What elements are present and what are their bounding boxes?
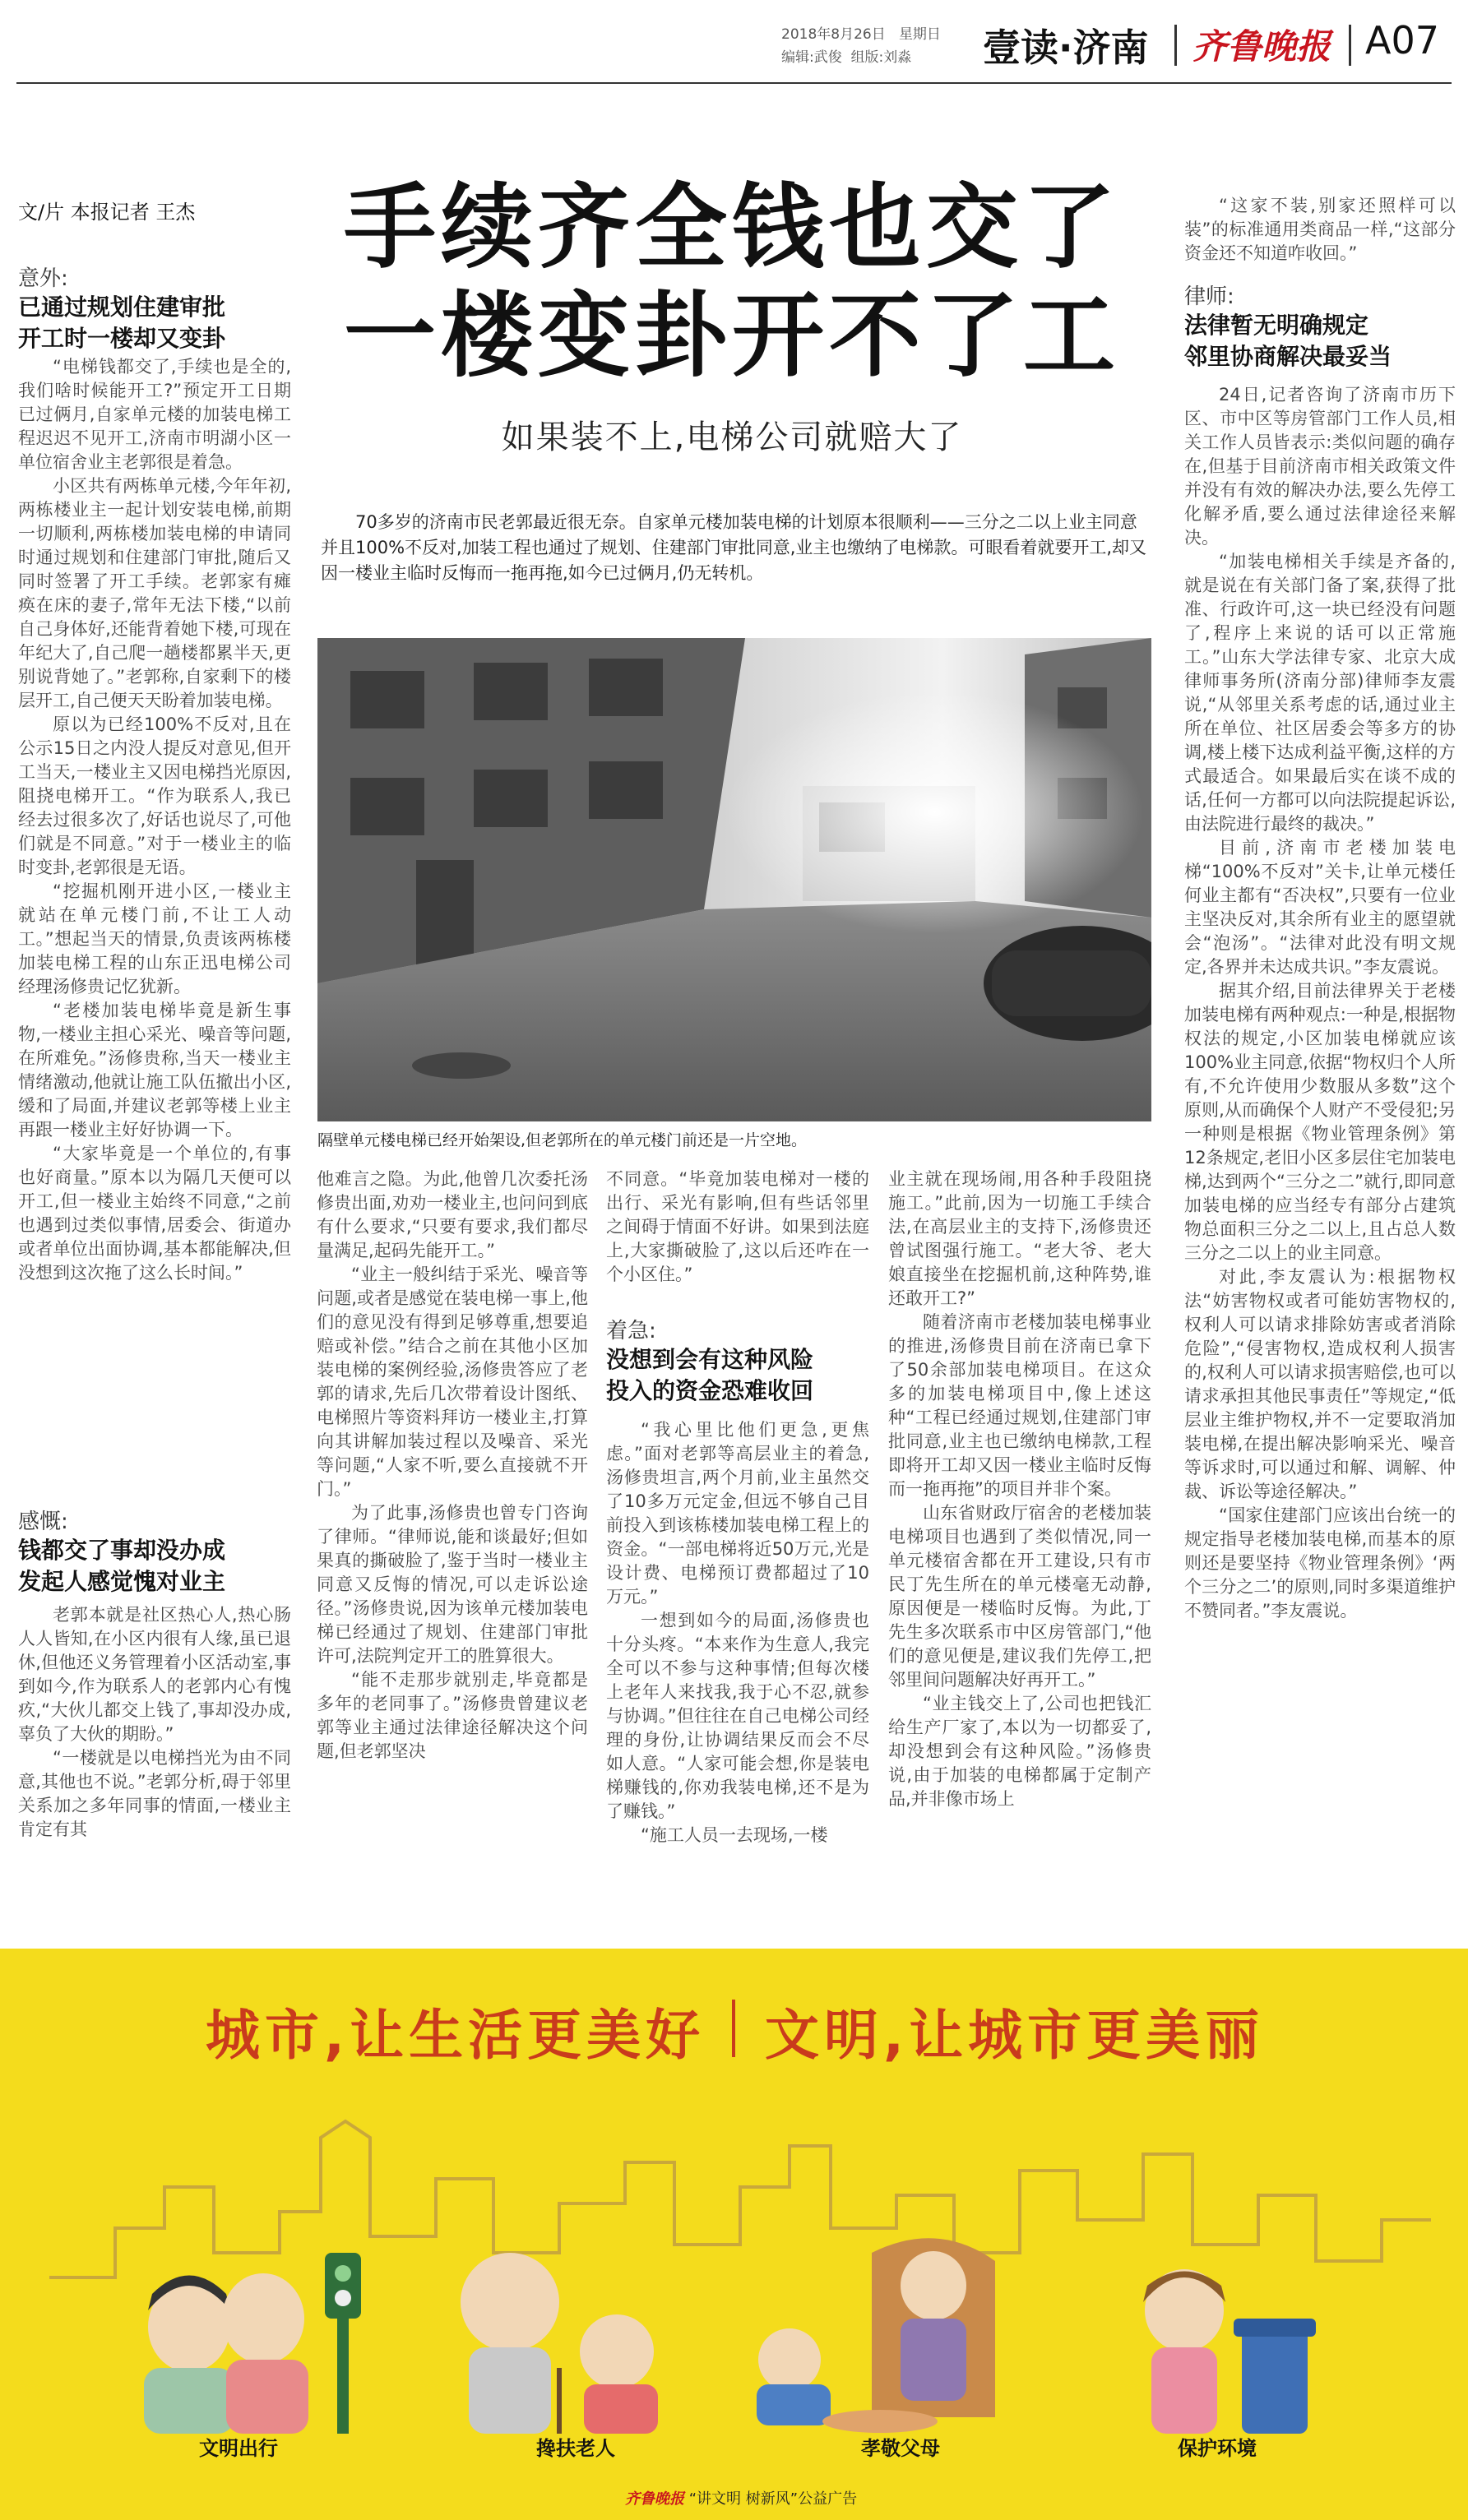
masthead-rule [16, 82, 1452, 84]
psa-city-illustration [49, 2088, 1431, 2434]
psa-title-2: 文明,让城市更美丽 [765, 2004, 1265, 2067]
masthead-layout: 组版:刘淼 [850, 49, 912, 66]
paragraph: 随着济南市老楼加装电梯事业的推进,汤修贵目前在济南已拿下了50余部加装电梯项目。在这众多的加装电梯项目中,像上述这种“工程已经通过规划,住建部门审批同意,业主也已缴纳电梯款,工程即将开工却又因一楼业主临时反悔而一拖再拖”的项目并非个案。 [888, 1312, 1151, 1499]
psa-banner [0, 1949, 1468, 2520]
paragraph: “一楼就是以电梯挡光为由不同意,其他也不说。”老郭分析,碍于邻里关系加之多年同事的情面,一楼业主肯定有其 [18, 1748, 291, 1839]
psa-panel-label: 孝敬父母 [861, 2437, 940, 2460]
paragraph: 据其介绍,目前法律界关于老楼加装电梯有两种观点:一种是,根据物权法的规定,小区加装电梯就应该100%业主同意,依据“物权归个人所有,不允许使用少数服从多数”这个原则,从而确保个人财产不受侵犯;另一种则是根据《物业管理条例》第12条规定,老旧小区多层住宅加装电梯,达到两个“三分之二”就行,即同意加装电梯的应当经专有部分占建筑物总面积三分之二以上,且占总人数三分之二以上的业主同意。 [1184, 981, 1456, 1263]
column-3-bottom [606, 1418, 869, 1932]
masthead-weekday: 星期日 [898, 26, 941, 43]
masthead-date: 2018年8月26日 [781, 26, 886, 43]
panel-filial-piety [757, 2238, 995, 2433]
panel-civilized-travel [144, 2253, 361, 2434]
photo-illustration [317, 638, 1151, 1121]
section-4-title: 法律暂无明确规定 邻里协商解决最妥当 [1184, 312, 1392, 370]
paragraph: “挖掘机刚开进小区,一楼业主就站在单元楼门前,不让工人动工。”想起当天的情景,负责该两栋楼加装电梯工程的山东正迅电梯公司经理汤修贵记忆犹新。 [18, 881, 291, 996]
paragraph: 对此,李友震认为:根据物权法“妨害物权或者可能妨害物权的,权利人可以请求排除妨害或者消除危险”,“侵害物权,造成权利人损害的,权利人可以请求损害赔偿,也可以请求承担其他民事责任”等规定,“低层业主维护物权,并不一定要取消加装电梯,在提出解决影响采光、噪音等诉求时,可以通过和解、调解、仲裁、诉讼等途径解决。” [1184, 1267, 1456, 1501]
section-3-kicker: 着急: [606, 1319, 656, 1343]
paragraph: “老楼加装电梯毕竟是新生事物,一楼业主担心采光、噪音等问题,在所难免。”汤修贵称,当天一楼业主情绪激动,他就让施工队伍撤出小区,缓和了局面,并建议老郭等楼上业主再跟一楼业主好好协调一下。 [18, 1001, 291, 1140]
paragraph: “国家住建部门应该出台统一的规定指导老楼加装电梯,而基本的原则还是要坚持《物业管理条例》‘两个三分之二’的原则,同时多渠道维护不赞同者。”李友震说。 [1184, 1505, 1456, 1621]
paragraph: “能不走那步就别走,毕竟都是多年的老同事了。”汤修贵曾建议老郭等业主通过法律途径解决这个问题,但老郭坚决 [317, 1670, 588, 1761]
paragraph: 他难言之隐。为此,他曾几次委托汤修贵出面,劝劝一楼业主,也问问到底有什么要求,“只要有要求,我们都尽量满足,起码先能开工。” [317, 1169, 588, 1260]
section-3-title: 没想到会有这种风险 投入的资金恐难收回 [606, 1346, 814, 1404]
panel-protect-environment [1143, 2269, 1316, 2434]
section-3-heading [606, 1314, 869, 1407]
section-1-title: 已通过规划住建审批 开工时一楼却又变卦 [18, 294, 226, 352]
masthead-divider [1174, 25, 1177, 66]
page-number: A07 [1365, 18, 1440, 62]
lead-paragraph: 70多岁的济南市民老郭最近很无奈。自家单元楼加装电梯的计划原本很顺利——三分之二以上业主同意并且100%不反对,加装工程也通过了规划、住建部门审批同意,业主也缴纳了电梯款。可眼看着就要开工,却又因一楼业主临时反悔而一拖再拖,如今已过俩月,仍无转机。 [321, 512, 1147, 583]
paragraph: 不同意。“毕竟加装电梯对一楼的出行、采光有影响,但有些话邻里之间碍于情面不好讲。如果到法庭上,大家撕破脸了,这以后还咋在一个小区住。” [606, 1169, 869, 1284]
paragraph: 一想到如今的局面,汤修贵也十分头疼。“本来作为生意人,我完全可以不参与这种事情;但每次楼上老年人来找我,我于心不忍,就参与协调。”但往往在自己电梯公司经理的身份,让协调结果反而会不尽如人意。“人家可能会想,你是装电梯赚钱的,你劝我装电梯,还不是为了赚钱。” [606, 1611, 869, 1821]
column-3-top [606, 1168, 869, 1311]
psa-title-1: 城市,让生活更美好 [206, 2004, 706, 2067]
masthead-meta [781, 23, 941, 69]
photo-caption: 隔壁单元楼电梯已经开始架设,但老郭所在的单元楼门前还是一片空地。 [317, 1131, 808, 1149]
paragraph: 目前,济南市老楼加装电梯“100%不反对”关卡,让单元楼任何业主都有“否决权”,只要有一位业主坚决反对,其余所有业主的愿望就会“泡汤”。“法律对此没有明文规定,各界并未达成共识。”李友震说。 [1184, 838, 1456, 977]
psa-title-divider [732, 2000, 735, 2057]
paragraph: 业主就在现场闹,用各种手段阻挠施工。”此前,因为一切施工手续合法,在高层业主的支持下,汤修贵还曾试图强行施工。“老大爷、老大娘直接坐在挖掘机前,这种阵势,谁还敢开工?” [888, 1169, 1151, 1308]
section-2-heading [18, 1505, 291, 1598]
paragraph: 小区共有两栋单元楼,今年年初,两栋楼业主一起计划安装电梯,前期一切顺利,两栋楼加装电梯的申请同时通过规划和住建部门审批,随后又同时签署了开工手续。老郭家有瘫痪在床的妻子,常年无法下楼,“以前自己身体好,还能背着她下楼,可现在年纪大了,自己爬一趟楼都累半天,更别说背她了。”老郭称,自家剩下的楼层开工,自己便天天盼着加装电梯。 [18, 476, 291, 710]
headline-line-2: 一楼变卦开不了工 [344, 283, 1120, 390]
column-4 [888, 1168, 1151, 1932]
column-5-top [1184, 194, 1456, 268]
section-title: 壹读·济南 [983, 25, 1149, 70]
section-1-heading [18, 261, 291, 354]
paragraph: “业主钱交上了,公司也把钱汇给生产厂家了,本以为一切都妥了,却没想到会有这种风险。”汤修贵说,由于加装的电梯都属于定制产品,并非像市场上 [888, 1694, 1151, 1809]
paragraph: “加装电梯相关手续是齐备的,就是说在有关部门备了案,获得了批准、行政许可,这一块已经没有问题了,程序上来说的话可以正常施工。”山东大学法律专家、北京大成律师事务所(济南分部)律师李友震说,“从邻里关系考虑的话,通过业主所在单位、社区居委会等多方的协调,楼上楼下达成利益平衡,这样的方式最适合。如果最后实在谈不成的话,任何一方都可以向法院提起诉讼,由法院进行最终的裁决。” [1184, 552, 1456, 834]
psa-panel-label: 文明出行 [199, 2437, 278, 2460]
psa-footer [625, 2487, 857, 2508]
masthead-editor: 编辑:武俊 [781, 49, 842, 66]
headline-line-1: 手续齐全钱也交了 [344, 174, 1120, 281]
paragraph: 24日,记者咨询了济南市历下区、市中区等房管部门工作人员,相关工作人员皆表示:类似问题的确存在,但基于目前济南市相关政策文件并没有有效的解决办法,要么先停工化解矛盾,要么通过法律途径来解决。 [1184, 385, 1456, 548]
paragraph: 原以为已经100%不反对,且在公示15日之内没人提反对意见,但开工当天,一楼业主又因电梯挡光原因,阻挠电梯开工。“作为联系人,我已经去过很多次了,好话也说尽了,可他们就是不同意。”对于一楼业主的临时变卦,老郭很是无语。 [18, 714, 291, 877]
panel-help-elderly [461, 2253, 658, 2434]
column-2 [317, 1168, 588, 1932]
section-4-heading [1184, 280, 1456, 372]
paragraph: “我心里比他们更急,更焦虑。”面对老郭等高层业主的着急,汤修贵坦言,两个月前,业主虽然交了10多万元定金,但远不够自己目前投入到该栋楼加装电梯工程上的资金。“一部电梯将近50万元,光是设计费、电梯预订费都超过了10万元。” [606, 1420, 869, 1607]
paragraph: “电梯钱都交了,手续也是全的,我们啥时候能开工?”预定开工日期已过俩月,自家单元楼的加装电梯工程迟迟不见开工,济南市明湖小区一单位宿舍业主老郭很是着急。 [18, 357, 291, 472]
byline: 文/片 本报记者 王杰 [18, 201, 196, 224]
column-1-bottom [18, 1603, 291, 1932]
section-1-kicker: 意外: [18, 266, 68, 291]
deck-subtitle: 如果装不上,电梯公司就赔大了 [501, 418, 963, 456]
section-4-kicker: 律师: [1184, 284, 1234, 309]
column-1-top [18, 355, 291, 1502]
paragraph: “施工人员一去现场,一楼 [641, 1825, 828, 1845]
psa-panel-label: 搀扶老人 [536, 2437, 615, 2460]
section-2-kicker: 感慨: [18, 1510, 68, 1534]
paragraph: “大家毕竟是一个单位的,有事也好商量。”原本以为隔几天便可以开工,但一楼业主始终不同意,“之前也遇到过类似事情,居委会、街道办或者单位出面协调,基本都能解决,但没想到这次拖了这么长时间。” [18, 1144, 291, 1283]
paragraph: 山东省财政厅宿舍的老楼加装电梯项目也遇到了类似情况,同一单元楼宿舍都在开工建设,只有市民丁先生所在的单元楼毫无动静,原因便是一楼临时反悔。为此,丁先生多次联系市中区房管部门,“他们的意见便是,建议我们先停工,把邻里间问题解决好再开工。” [888, 1503, 1151, 1690]
paragraph: 老郭本就是社区热心人,热心肠人人皆知,在小区内很有人缘,虽已退休,但他还义务管理着小区活动室,事到如今,作为联系人的老郭内心有愧疚,“大伙儿都交上钱了,事却没办成,辜负了大伙的期盼。” [18, 1605, 291, 1744]
paragraph: 为了此事,汤修贵也曾专门咨询了律师。“律师说,能和谈最好;但如果真的撕破脸了,鉴于当时一楼业主同意又反悔的情况,可以走诉讼途径。”汤修贵说,因为该单元楼加装电梯已经通过了规划、住建部门审批许可,法院判定开工的胜算很大。 [317, 1503, 588, 1666]
masthead-divider-2 [1349, 25, 1351, 66]
article-photo [317, 638, 1151, 1121]
paragraph: “业主一般纠结于采光、噪音等问题,或者是感觉在装电梯一事上,他们的意见没有得到足够尊重,想要追赔或补偿。”结合之前在其他小区加装电梯的案例经验,汤修贵答应了老郭的请求,先后几次带着设计图纸、电梯照片等资料拜访一楼业主,打算向其讲解加装过程以及噪音、采光等问题,“人家不听,要么直接就不开门。” [317, 1265, 588, 1499]
psa-footer-logo: 齐鲁晚报 [625, 2490, 684, 2508]
psa-panel-label: 保护环境 [1178, 2437, 1257, 2460]
newspaper-logo: 齐鲁晚报 [1192, 26, 1331, 67]
column-5-bottom [1184, 383, 1456, 1932]
section-2-title: 钱都交了事却没办成 发起人感觉愧对业主 [18, 1537, 226, 1595]
paragraph: “这家不装,别家还照样可以装”的标准通用类商品一样,“这部分资金还不知道咋收回。” [1184, 196, 1456, 263]
psa-footer-text: “讲文明 树新风”公益广告 [688, 2490, 858, 2508]
